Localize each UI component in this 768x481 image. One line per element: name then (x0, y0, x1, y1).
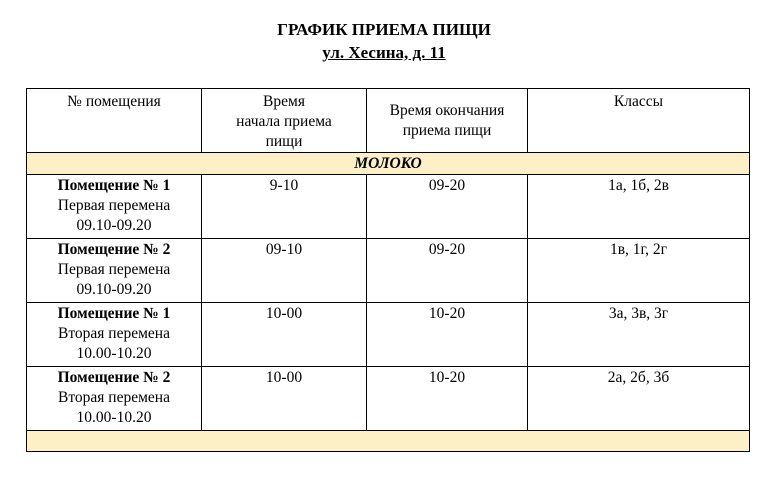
document-address: ул. Хесина, д. 11 (322, 43, 446, 62)
schedule-table (26, 88, 750, 452)
room-name: Помещение № 2 (57, 241, 171, 258)
room-cell (27, 239, 202, 303)
room-name: Помещение № 1 (57, 177, 171, 194)
header-start-line-1: Время (263, 93, 305, 110)
header-end-line-1: Время окончания (389, 102, 505, 119)
header-start-time (202, 89, 367, 153)
header-classes: Классы (528, 89, 750, 153)
classes-cell: 2а, 2б, 3б (528, 367, 750, 431)
end-time-cell: 09-20 (367, 239, 528, 303)
break-name: Вторая перемена (58, 325, 170, 342)
break-name: Вторая перемена (58, 389, 170, 406)
break-time: 10.00-10.20 (76, 345, 152, 362)
room-name: Помещение № 1 (57, 305, 171, 322)
room-cell (27, 303, 202, 367)
header-start-line-2: начала приема (236, 113, 332, 130)
table-row (27, 367, 750, 431)
classes-cell: 3а, 3в, 3г (528, 303, 750, 367)
start-time-cell: 10-00 (202, 303, 367, 367)
room-cell (27, 367, 202, 431)
header-start-line-3: пищи (265, 133, 303, 150)
break-name: Первая перемена (57, 261, 171, 278)
room-cell (27, 175, 202, 239)
table-row (27, 175, 750, 239)
footer-empty-cell (27, 431, 750, 452)
break-name: Первая перемена (57, 197, 171, 214)
header-end-time (367, 89, 528, 153)
document-title: ГРАФИК ПРИЕМА ПИЩИ (277, 20, 491, 39)
start-time-cell: 10-00 (202, 367, 367, 431)
classes-cell: 1в, 1г, 2г (528, 239, 750, 303)
start-time-cell: 9-10 (202, 175, 367, 239)
end-time-cell: 10-20 (367, 367, 528, 431)
end-time-cell: 10-20 (367, 303, 528, 367)
room-name: Помещение № 2 (57, 369, 171, 386)
table-row (27, 239, 750, 303)
break-time: 10.00-10.20 (76, 409, 152, 426)
break-time: 09.10-09.20 (76, 281, 152, 298)
header-end-line-2: приема пищи (402, 122, 492, 139)
footer-row (27, 431, 750, 452)
break-time: 09.10-09.20 (76, 217, 152, 234)
section-row (27, 153, 750, 175)
header-row (27, 89, 750, 153)
section-label: МОЛОКО (27, 153, 750, 175)
header-room: № помещения (27, 89, 202, 153)
classes-cell: 1а, 1б, 2в (528, 175, 750, 239)
end-time-cell: 09-20 (367, 175, 528, 239)
start-time-cell: 09-10 (202, 239, 367, 303)
table-row (27, 303, 750, 367)
